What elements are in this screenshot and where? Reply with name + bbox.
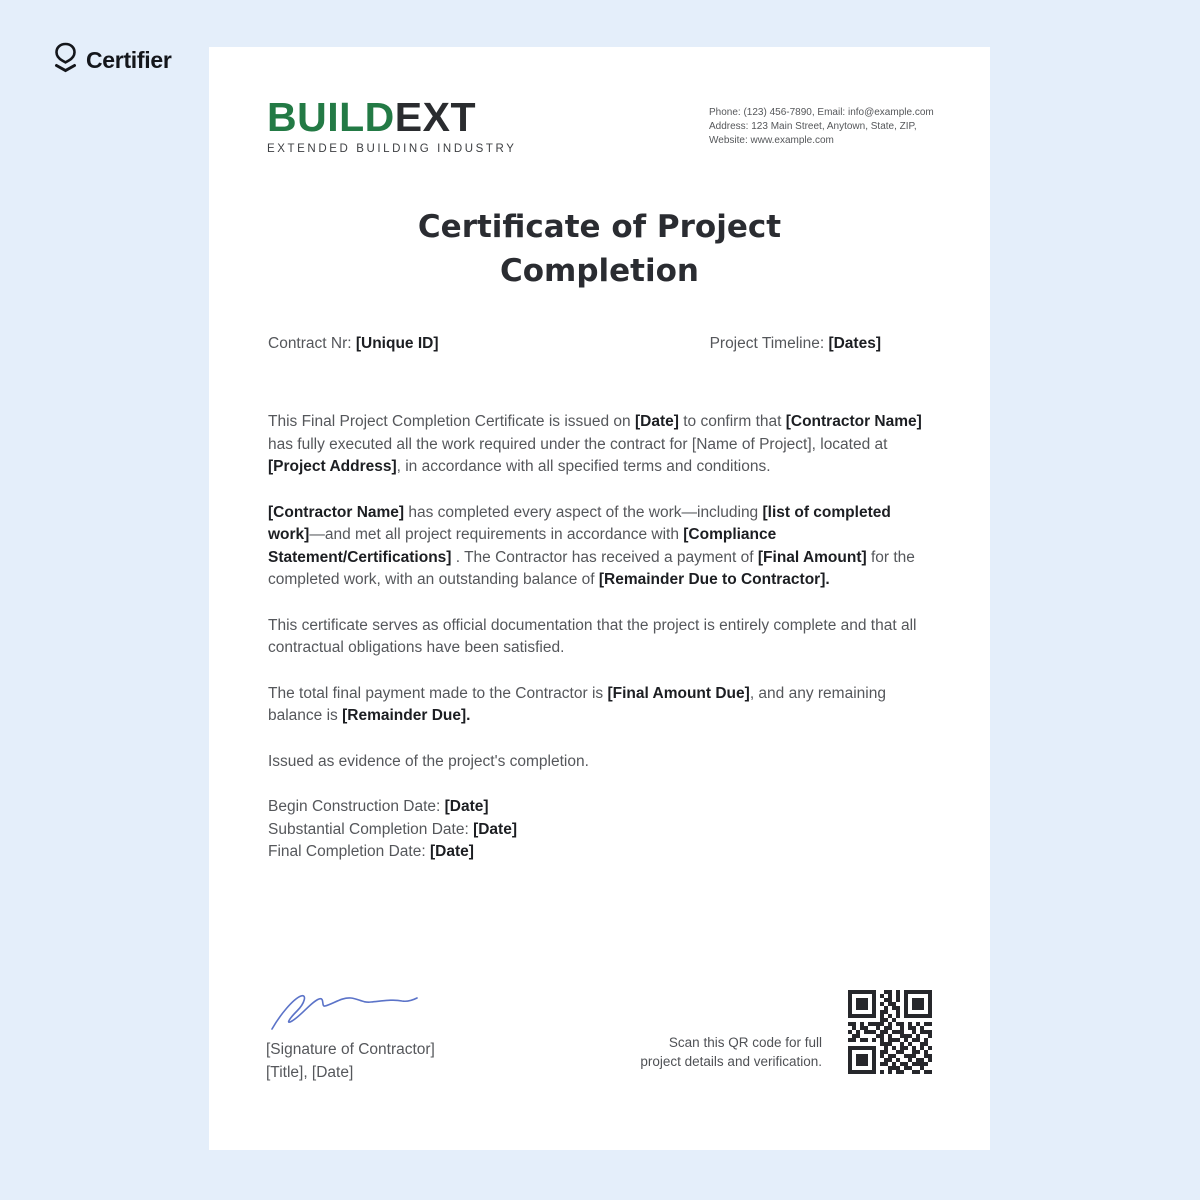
certificate-meta-row [268, 335, 931, 353]
final-completion-date: Final Completion Date: [Date] [268, 843, 474, 860]
company-wordmark [267, 94, 517, 140]
certificate-body [268, 411, 931, 864]
certifier-logo[interactable] [52, 42, 172, 78]
paragraph-evidence: Issued as evidence of the project's completion. [268, 752, 589, 770]
signature-image [266, 987, 426, 1037]
paragraph-official-documentation: This certificate serves as official documentation that the project is entirely complete and that all contractual obligations have been satisfied. [268, 616, 917, 656]
key-dates [268, 796, 931, 864]
contact-line-phone-email: Phone: (123) 456-7890, Email: info@example.com [709, 107, 934, 118]
paragraph-completion-details: [Contractor Name] has completed every aspect of the work—including [list of completed work]—and met all project requirements in accordance with [Compliance Statement/Certifications] . The Contractor has received a payment of [Final Amount] for the completed work, with an outstanding balance of [Remainder Due to Contractor]. [268, 503, 915, 588]
contact-line-website: Website: www.example.com [709, 135, 834, 146]
certifier-brand-text: Certifier [86, 46, 172, 73]
certificate-page [209, 47, 990, 1150]
signature-title-date: [Title], [Date] [266, 1063, 354, 1081]
paragraph-final-payment: The total final payment made to the Contractor is [Final Amount Due], and any remaining balance is [Remainder Due]. [268, 684, 886, 724]
begin-construction-date: Begin Construction Date: [Date] [268, 798, 489, 815]
signature-of-contractor: [Signature of Contractor] [266, 1041, 435, 1058]
contract-number: Contract Nr: [Unique ID] [268, 335, 439, 352]
contract-number-value: [Unique ID] [355, 335, 439, 352]
signature-block [266, 987, 435, 1084]
wordmark-secondary: EXT [394, 94, 477, 140]
certifier-badge-icon [52, 42, 79, 78]
paragraph-issuance: This Final Project Completion Certificate is issued on [Date] to confirm that [Contractor Name] has fully executed all the work required under the contract for [Name of Project], located at [Project Address], in accordance with all specified terms and conditions. [268, 413, 922, 475]
wordmark-primary: BUILD [267, 94, 395, 140]
substantial-completion-date: Substantial Completion Date: [Date] [268, 820, 517, 838]
certificate-title: Certificate of Project Completion [417, 209, 782, 289]
qr-code [848, 990, 932, 1074]
project-timeline-value: [Dates] [828, 335, 881, 352]
company-tagline: EXTENDED BUILDING INDUSTRY [267, 143, 517, 155]
project-timeline: Project Timeline: [Dates] [709, 335, 881, 352]
qr-section [640, 990, 932, 1074]
company-logo [267, 94, 517, 155]
company-contact-info [709, 106, 939, 148]
signature-lines [266, 1039, 435, 1084]
contact-line-address: Address: 123 Main Street, Anytown, State, ZIP, [709, 121, 917, 132]
qr-caption: Scan this QR code for full project details and verification. [640, 1035, 822, 1069]
certificate-title-wrap [209, 205, 990, 293]
